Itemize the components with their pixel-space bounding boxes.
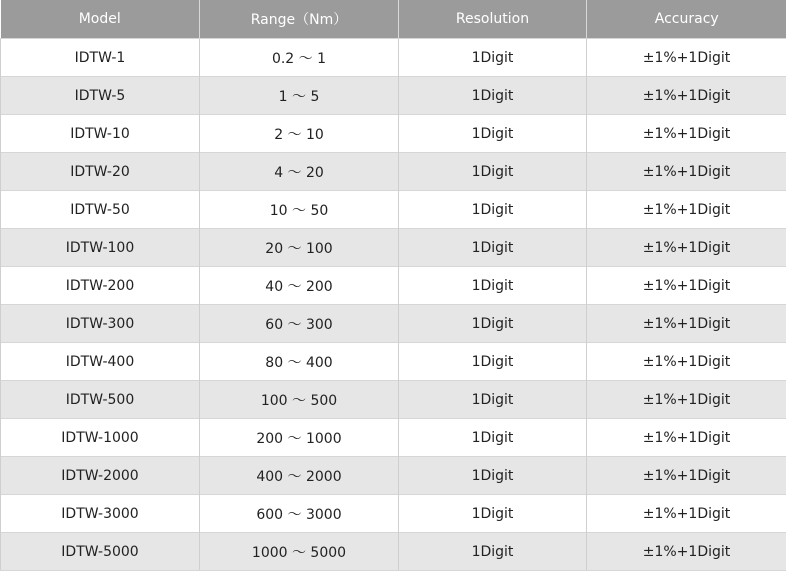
cell-range: 400 ～ 2000: [200, 457, 399, 495]
table-row: [1, 153, 786, 191]
cell-model: IDTW-20: [1, 153, 200, 191]
table-row: [1, 39, 786, 77]
cell-resolution: 1Digit: [399, 229, 587, 267]
cell-accuracy: ±1%+1Digit: [587, 39, 786, 77]
table-row: [1, 305, 786, 343]
cell-accuracy: ±1%+1Digit: [587, 419, 786, 457]
cell-model: IDTW-400: [1, 343, 200, 381]
cell-resolution: 1Digit: [399, 419, 587, 457]
cell-model: IDTW-300: [1, 305, 200, 343]
table-row: [1, 343, 786, 381]
cell-range: 20 ～ 100: [200, 229, 399, 267]
cell-range: 200 ～ 1000: [200, 419, 399, 457]
cell-range: 60 ～ 300: [200, 305, 399, 343]
cell-accuracy: ±1%+1Digit: [587, 153, 786, 191]
cell-range: 10 ～ 50: [200, 191, 399, 229]
cell-model: IDTW-1000: [1, 419, 200, 457]
cell-accuracy: ±1%+1Digit: [587, 381, 786, 419]
cell-model: IDTW-100: [1, 229, 200, 267]
table-row: [1, 419, 786, 457]
cell-model: IDTW-10: [1, 115, 200, 153]
cell-accuracy: ±1%+1Digit: [587, 305, 786, 343]
cell-model: IDTW-2000: [1, 457, 200, 495]
cell-range: 1000 ～ 5000: [200, 533, 399, 571]
cell-range: 600 ～ 3000: [200, 495, 399, 533]
table-row: [1, 457, 786, 495]
cell-accuracy: ±1%+1Digit: [587, 533, 786, 571]
cell-resolution: 1Digit: [399, 191, 587, 229]
cell-accuracy: ±1%+1Digit: [587, 115, 786, 153]
cell-resolution: 1Digit: [399, 533, 587, 571]
cell-accuracy: ±1%+1Digit: [587, 191, 786, 229]
cell-model: IDTW-5: [1, 77, 200, 115]
table-body: [1, 39, 786, 571]
cell-range: 100 ～ 500: [200, 381, 399, 419]
cell-resolution: 1Digit: [399, 115, 587, 153]
cell-resolution: 1Digit: [399, 381, 587, 419]
cell-model: IDTW-5000: [1, 533, 200, 571]
cell-resolution: 1Digit: [399, 39, 587, 77]
cell-accuracy: ±1%+1Digit: [587, 495, 786, 533]
table-row: [1, 533, 786, 571]
cell-resolution: 1Digit: [399, 343, 587, 381]
cell-range: 40 ～ 200: [200, 267, 399, 305]
table-header: [1, 0, 786, 39]
cell-range: 0.2 ～ 1: [200, 39, 399, 77]
table-row: [1, 115, 786, 153]
cell-resolution: 1Digit: [399, 495, 587, 533]
cell-model: IDTW-50: [1, 191, 200, 229]
table-row: [1, 229, 786, 267]
header-accuracy: Accuracy: [587, 0, 786, 39]
table-row: [1, 267, 786, 305]
cell-accuracy: ±1%+1Digit: [587, 343, 786, 381]
cell-range: 1 ～ 5: [200, 77, 399, 115]
header-range: Range（Nm）: [200, 0, 399, 39]
cell-model: IDTW-200: [1, 267, 200, 305]
header-resolution: Resolution: [399, 0, 587, 39]
cell-resolution: 1Digit: [399, 305, 587, 343]
header-model: Model: [1, 0, 200, 39]
cell-accuracy: ±1%+1Digit: [587, 229, 786, 267]
cell-range: 4 ～ 20: [200, 153, 399, 191]
table-row: [1, 495, 786, 533]
table-row: [1, 77, 786, 115]
cell-accuracy: ±1%+1Digit: [587, 77, 786, 115]
cell-range: 2 ～ 10: [200, 115, 399, 153]
cell-model: IDTW-3000: [1, 495, 200, 533]
cell-accuracy: ±1%+1Digit: [587, 457, 786, 495]
cell-accuracy: ±1%+1Digit: [587, 267, 786, 305]
cell-model: IDTW-500: [1, 381, 200, 419]
cell-resolution: 1Digit: [399, 153, 587, 191]
table-row: [1, 191, 786, 229]
cell-resolution: 1Digit: [399, 77, 587, 115]
table-row: [1, 381, 786, 419]
cell-resolution: 1Digit: [399, 457, 587, 495]
cell-range: 80 ～ 400: [200, 343, 399, 381]
header-row: [1, 0, 786, 39]
cell-resolution: 1Digit: [399, 267, 587, 305]
cell-model: IDTW-1: [1, 39, 200, 77]
